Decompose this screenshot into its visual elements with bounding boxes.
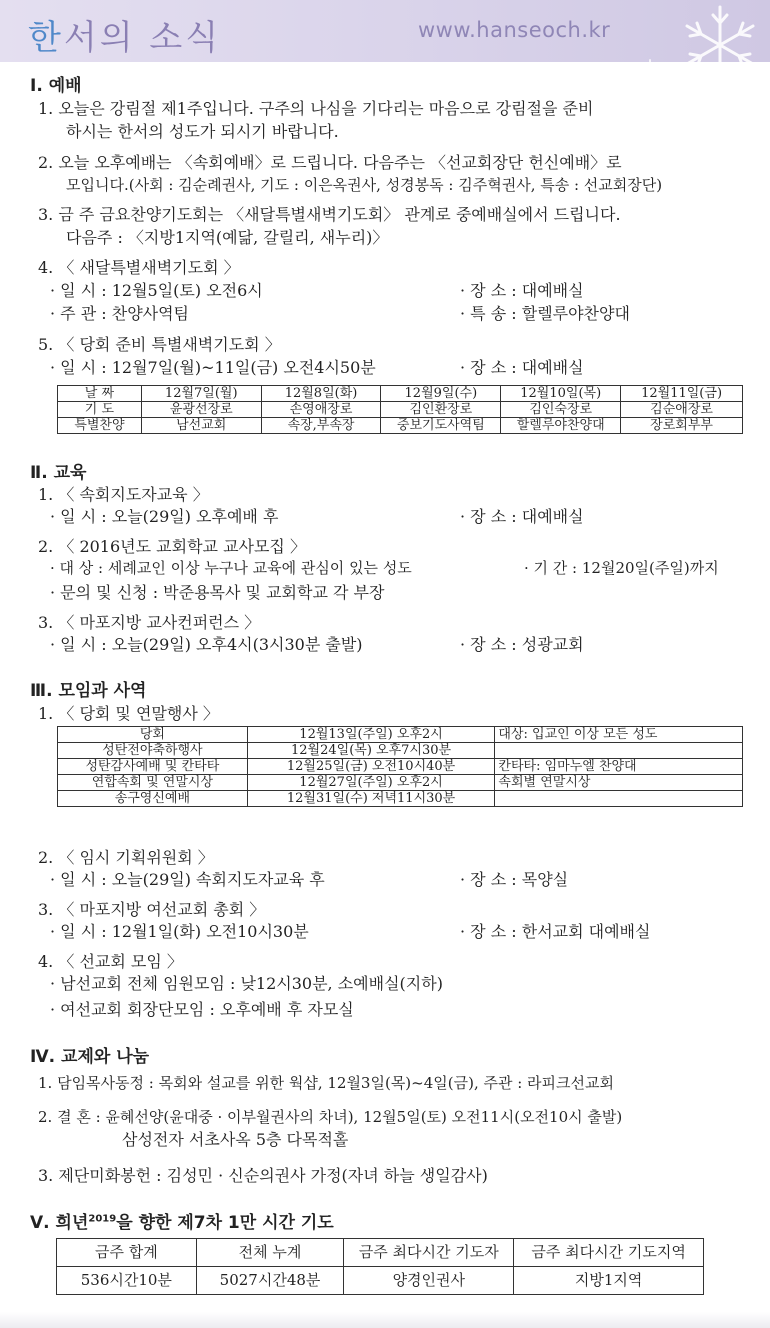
table-header: 전체 누계	[196, 1239, 344, 1267]
section-title-meetings: Ⅲ. 모임과 사역	[30, 681, 147, 701]
table-cell: 5027시간48분	[196, 1267, 344, 1295]
table-header: 금주 최다시간 기도자	[344, 1239, 514, 1267]
table-cell: 536시간10분	[57, 1267, 197, 1295]
section-title-worship: Ⅰ. 예배	[30, 76, 82, 96]
table-row	[58, 727, 743, 743]
table-row	[58, 791, 743, 807]
teacher-conference-place: · 장 소 : 성광교회	[460, 635, 584, 654]
table-cell: 김순애장로	[621, 402, 743, 418]
table-cell: 할렐루야찬양대	[501, 418, 621, 434]
planning-committee-place: · 장 소 : 목양실	[460, 870, 569, 889]
table-cell: 당회	[58, 727, 248, 743]
title-accent: 한	[28, 18, 64, 58]
table-cell: 대상: 입교인 이상 모든 성도	[495, 727, 743, 743]
table-cell: 12월24일(목) 오후7시30분	[247, 743, 495, 759]
fellowship-item-3: 3. 제단미화봉헌 : 김성민 · 신순의권사 가정(자녀 하늘 생일감사)	[38, 1166, 488, 1185]
table-row	[58, 402, 743, 418]
table-cell	[495, 743, 743, 759]
teacher-conference-date: · 일 시 : 오늘(29일) 오후4시(3시30분 출발)	[50, 635, 363, 654]
fellowship-item-2-line2: 삼성전자 서초사옥 5층 다목적홀	[122, 1130, 349, 1149]
table-cell: 12월13일(주일) 오후2시	[247, 727, 495, 743]
meetings-item-1: 1. 〈 당회 및 연말행사 〉	[38, 704, 219, 723]
table-cell: 12월8일(화)	[261, 386, 381, 402]
meetings-item-4: 4. 〈 선교회 모임 〉	[38, 952, 183, 971]
dawn-prayer-special-song: · 특 송 : 할렐루야찬양대	[460, 304, 630, 323]
table-cell: 속장,부속장	[261, 418, 381, 434]
table-cell: 장로회부부	[621, 418, 743, 434]
table-row	[58, 418, 743, 434]
prayer-title-post: 을 향한 제7차 1만 시간 기도	[116, 1213, 334, 1233]
fellowship-item-1: 1. 담임목사동정 : 목회와 설교를 위한 웍샵, 12월3일(목)~4일(금), 주관 : 라피크선교회	[38, 1074, 614, 1092]
table-header: 금주 합계	[57, 1239, 197, 1267]
table-cell: 12월27일(주일) 오후2시	[247, 775, 495, 791]
planning-committee-date: · 일 시 : 오늘(29일) 속회지도자교육 후	[50, 870, 325, 889]
section-title-education: Ⅱ. 교육	[30, 463, 87, 483]
table-cell: 12월31일(수) 저녁11시30분	[247, 791, 495, 807]
table-row	[58, 759, 743, 775]
table-row	[58, 743, 743, 759]
year-end-events-table	[57, 726, 743, 807]
worship-item-1-line1: 1. 오늘은 강림절 제1주입니다. 구주의 나심을 기다리는 마음으로 강림절을 준비	[38, 99, 594, 118]
table-cell: 12월11일(금)	[621, 386, 743, 402]
prayer-hours-table	[56, 1238, 704, 1295]
table-row	[58, 775, 743, 791]
table-cell: 속회별 연말시상	[495, 775, 743, 791]
worship-item-5: 5. 〈 당회 준비 특별새벽기도회 〉	[38, 335, 281, 354]
table-cell: 날 짜	[58, 386, 142, 402]
snowflake-icon	[610, 0, 770, 62]
table-cell: 12월10일(목)	[501, 386, 621, 402]
leader-training-date: · 일 시 : 오늘(29일) 오후예배 후	[50, 507, 279, 526]
teacher-recruit-target: · 대 상 : 세례교인 이상 누구나 교육에 관심이 있는 성도	[50, 559, 412, 577]
worship-item-2-line2: 모입니다.(사회 : 김순례권사, 기도 : 이은옥권사, 성경봉독 : 김주혁권사, 특송 : 선교회장단)	[66, 176, 663, 194]
table-cell: 연합속회 및 연말시상	[58, 775, 248, 791]
women-assembly-date: · 일 시 : 12월1일(화) 오전10시30분	[50, 922, 309, 941]
section-title-fellowship: Ⅳ. 교제와 나눔	[30, 1047, 150, 1067]
table-cell: 12월25일(금) 오전10시40분	[247, 759, 495, 775]
prayer-title-pre: Ⅴ. 희년	[30, 1213, 89, 1233]
dawn-prayer-date: · 일 시 : 12월5일(토) 오전6시	[50, 281, 263, 300]
table-cell: 양경인권사	[344, 1267, 514, 1295]
table-row	[57, 1267, 704, 1295]
worship-item-3-line2: 다음주 : 〈지방1지역(예닮, 갈릴리, 새누리)〉	[66, 228, 389, 247]
teacher-recruit-period: · 기 간 : 12월20일(주일)까지	[524, 559, 719, 577]
table-cell	[495, 791, 743, 807]
education-item-1: 1. 〈 속회지도자교육 〉	[38, 485, 209, 504]
fellowship-item-2-line1: 2. 결 혼 : 윤혜선양(윤대중 · 이부월권사의 차녀), 12월5일(토) 오전11시(오전10시 출발)	[38, 1108, 623, 1126]
special-prayer-date: · 일 시 : 12월7일(월)~11일(금) 오전4시50분	[50, 358, 376, 377]
table-cell: 특별찬양	[58, 418, 142, 434]
table-cell: 12월9일(수)	[381, 386, 501, 402]
womens-mission-meeting: · 여선교회 회장단모임 : 오후예배 후 자모실	[50, 1000, 354, 1019]
worship-item-1-line2: 하시는 한서의 성도가 되시기 바랍니다.	[66, 122, 339, 141]
table-cell: 중보기도사역팀	[381, 418, 501, 434]
website-url[interactable]: www.hanseoch.kr	[418, 18, 611, 42]
education-item-3: 3. 〈 마포지방 교사컨퍼런스 〉	[38, 613, 261, 632]
teacher-recruit-contact: · 문의 및 신청 : 박준용목사 및 교회학교 각 부장	[50, 583, 385, 602]
table-cell: 윤광선장로	[141, 402, 261, 418]
worship-item-3-line1: 3. 금 주 금요찬양기도회는 〈새달특별새벽기도회〉 관계로 중예배실에서 드립니다.	[38, 205, 621, 224]
dawn-prayer-host: · 주 관 : 찬양사역팀	[50, 304, 190, 323]
education-item-2: 2. 〈 2016년도 교회학교 교사모집 〉	[38, 537, 306, 556]
women-assembly-place: · 장 소 : 한서교회 대예배실	[460, 922, 651, 941]
table-cell: 남선교회	[141, 418, 261, 434]
table-cell: 기 도	[58, 402, 142, 418]
table-cell: 송구영신예배	[58, 791, 248, 807]
special-prayer-table	[57, 385, 743, 434]
prayer-title-sup: 2019	[88, 1213, 117, 1225]
section-title-prayer	[30, 1213, 334, 1233]
table-cell: 김인숙장로	[501, 402, 621, 418]
table-cell: 성탄전야축하행사	[58, 743, 248, 759]
meetings-item-2: 2. 〈 임시 기획위원회 〉	[38, 848, 214, 867]
mens-mission-meeting: · 남선교회 전체 임원모임 : 낮12시30분, 소예배실(지하)	[50, 974, 443, 993]
worship-item-4: 4. 〈 새달특별새벽기도회 〉	[38, 258, 240, 277]
newsletter-title	[28, 10, 221, 59]
table-header: 금주 최다시간 기도지역	[514, 1239, 704, 1267]
table-row	[58, 386, 743, 402]
table-cell: 지방1지역	[514, 1267, 704, 1295]
header-banner	[0, 0, 770, 62]
meetings-item-3: 3. 〈 마포지방 여선교회 총회 〉	[38, 900, 266, 919]
leader-training-place: · 장 소 : 대예배실	[460, 507, 584, 526]
page-bottom-edge	[0, 1312, 770, 1328]
table-cell: 김인환장로	[381, 402, 501, 418]
table-cell: 칸타타: 임마누엘 찬양대	[495, 759, 743, 775]
table-cell: 성탄감사예배 및 칸타타	[58, 759, 248, 775]
dawn-prayer-place: · 장 소 : 대예배실	[460, 281, 584, 300]
table-cell: 손영애장로	[261, 402, 381, 418]
title-rest: 서의 소식	[63, 18, 222, 58]
table-cell: 12월7일(월)	[141, 386, 261, 402]
worship-item-2-line1: 2. 오늘 오후예배는 〈속회예배〉로 드립니다. 다음주는 〈선교회장단 헌신예배〉로	[38, 153, 622, 172]
special-prayer-place: · 장 소 : 대예배실	[460, 358, 584, 377]
table-row	[57, 1239, 704, 1267]
